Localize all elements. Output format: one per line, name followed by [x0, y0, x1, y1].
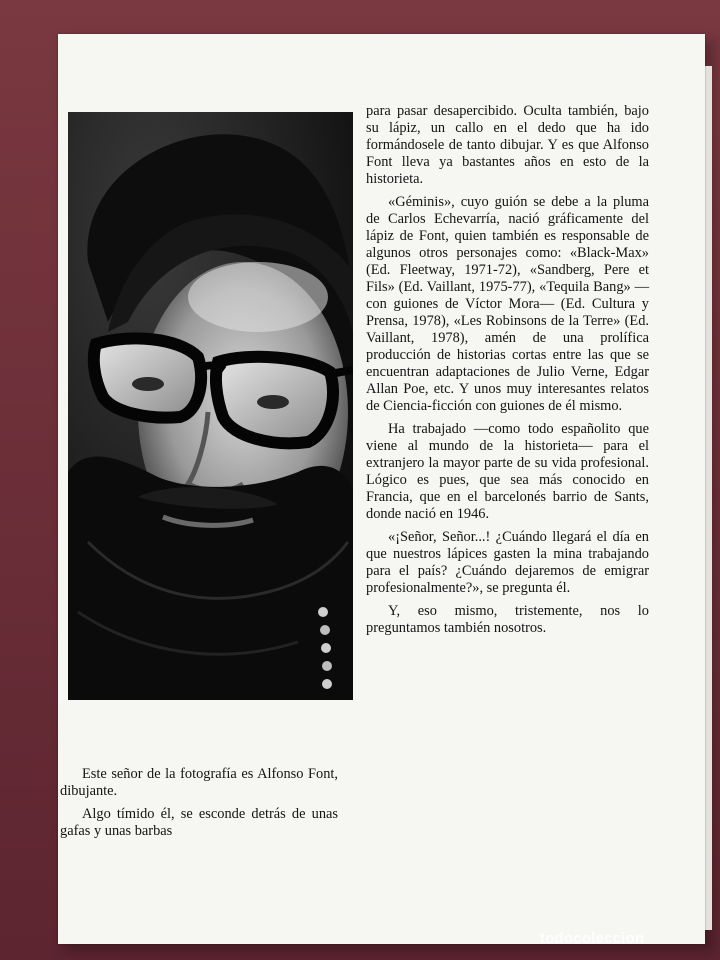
paragraph: «¡Señor, Señor...! ¿Cuándo llegará el día en que nuestros lápices gasten la mina trabajando para el país? ¿Cuándo dejaremos de emigrar profesionalmente?», se pregunta él. [366, 529, 649, 596]
paragraph: «Géminis», cuyo guión se debe a la pluma de Carlos Echevarría, nació gráficamente del lápiz de Font, quien también es responsable de algunos otros personajes como: «Black-Max» (Ed. Fleetway, 1971-72), «Sandberg, Pere et Fils» (Ed. Vaillant, 1975-77), «Tequila Bang» —con guiones de Víctor Mora— (Ed. Cultura y Prensa, 1978), «Les Robinsons de la Terre» (Ed. Vaillant, 1978), amén de una prolífica producción de historias cortas entre las que se encuentran adaptaciones de Julio Verne, Edgar Allan Poe, etc. Y unos muy interesantes relatos de Ciencia-ficción con guiones de él mismo. [366, 194, 649, 414]
left-text-column [60, 766, 338, 846]
paragraph: Ha trabajado —como todo españolito que viene al mundo de la historieta— para el extranjero la mayor parte de su vida profesional. Lógico es pues, que sea más conocido en Francia, que en el barcelonés barrio de Sants, donde nació en 1946. [366, 421, 649, 522]
right-text-column [366, 103, 649, 643]
portrait-photo [68, 112, 353, 700]
paragraph: Algo tímido él, se esconde detrás de unas gafas y unas barbas [60, 806, 338, 839]
paragraph: para pasar desapercibido. Oculta también, bajo su lápiz, un callo en el dedo que ha ido formándosele de tanto dibujar. Y es que Alfonso Font lleva ya bastantes años en esto de la historieta. [366, 103, 649, 187]
portrait-illustration [68, 112, 353, 700]
photo-caption: Este señor de la fotografía es Alfonso Font, dibujante. [60, 766, 338, 799]
watermark-logo: todocoleccion [540, 930, 645, 947]
paragraph: Y, eso mismo, tristemente, nos lo preguntamos también nosotros. [366, 603, 649, 636]
